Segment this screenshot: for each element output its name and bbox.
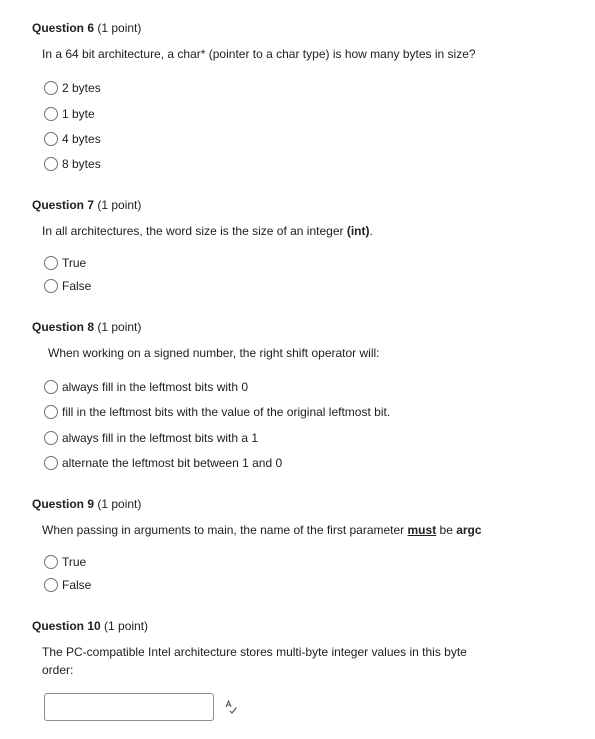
question-7-text	[42, 224, 373, 238]
question-title: Question 10	[32, 619, 101, 633]
option-label: 2 bytes	[62, 81, 101, 95]
radio-button[interactable]	[44, 279, 58, 293]
radio-button[interactable]	[44, 132, 58, 146]
question-6-text: In a 64 bit architecture, a char* (pointer to a char type) is how many bytes in size?	[42, 47, 476, 61]
question-9-text	[42, 523, 482, 537]
radio-button[interactable]	[44, 578, 58, 592]
question-8-heading	[32, 320, 141, 334]
question-10-heading	[32, 619, 148, 633]
question-10-text-line-1: The PC-compatible Intel architecture stores multi-byte integer values in this byte	[42, 645, 467, 659]
option-label: True	[62, 555, 87, 569]
radio-button[interactable]	[44, 555, 58, 569]
question-points: (1 point)	[97, 198, 142, 212]
question-7-heading	[32, 198, 141, 212]
question-title: Question 7	[32, 198, 95, 212]
question-6-option-1[interactable]	[44, 79, 101, 97]
option-label: alternate the leftmost bit between 1 and 0	[62, 456, 283, 470]
spellcheck-icon[interactable]	[224, 699, 238, 715]
radio-button[interactable]	[44, 431, 58, 445]
question-6-option-3[interactable]	[44, 130, 101, 148]
question-text-bold: (int)	[346, 224, 370, 238]
question-10-answer-field[interactable]	[44, 693, 214, 721]
question-points: (1 point)	[97, 320, 142, 334]
question-9-option-true[interactable]	[44, 553, 86, 571]
question-text-bold: argc	[456, 523, 482, 537]
question-9-heading	[32, 497, 141, 511]
question-points: (1 point)	[97, 21, 142, 35]
question-6-heading	[32, 21, 141, 35]
radio-button[interactable]	[44, 256, 58, 270]
question-text-underline: must	[407, 523, 437, 537]
option-label: 8 bytes	[62, 157, 101, 171]
question-10-text-line-2: order:	[42, 663, 74, 677]
question-text-part: When passing in arguments to main, the name of the first parameter	[42, 523, 408, 537]
option-label: always fill in the leftmost bits with 0	[62, 380, 249, 394]
option-label: always fill in the leftmost bits with a 1	[62, 431, 259, 445]
option-label: True	[62, 256, 87, 270]
question-7-option-false[interactable]	[44, 277, 91, 295]
option-label: fill in the leftmost bits with the value of the original leftmost bit.	[62, 405, 391, 419]
radio-button[interactable]	[44, 107, 58, 121]
question-title: Question 8	[32, 320, 95, 334]
radio-button[interactable]	[44, 81, 58, 95]
question-8-option-3[interactable]	[44, 429, 258, 447]
question-text-part: be	[436, 523, 457, 537]
option-label: 1 byte	[62, 107, 95, 121]
question-8-text: When working on a signed number, the right shift operator will:	[48, 346, 380, 360]
radio-button[interactable]	[44, 157, 58, 171]
radio-button[interactable]	[44, 405, 58, 419]
question-6-option-4[interactable]	[44, 155, 101, 173]
question-text-part: .	[369, 224, 373, 238]
question-text-part: In all architectures, the word size is the size of an integer	[42, 224, 347, 238]
question-8-option-4[interactable]	[44, 454, 282, 472]
question-9-option-false[interactable]	[44, 576, 91, 594]
question-8-option-2[interactable]	[44, 403, 390, 421]
radio-button[interactable]	[44, 380, 58, 394]
question-points: (1 point)	[104, 619, 149, 633]
question-title: Question 9	[32, 497, 95, 511]
radio-button[interactable]	[44, 456, 58, 470]
option-label: False	[62, 279, 92, 293]
question-7-option-true[interactable]	[44, 254, 86, 272]
question-points: (1 point)	[97, 497, 142, 511]
option-label: False	[62, 578, 92, 592]
question-6-option-2[interactable]	[44, 105, 95, 123]
question-8-option-1[interactable]	[44, 378, 248, 396]
question-title: Question 6	[32, 21, 95, 35]
option-label: 4 bytes	[62, 132, 101, 146]
